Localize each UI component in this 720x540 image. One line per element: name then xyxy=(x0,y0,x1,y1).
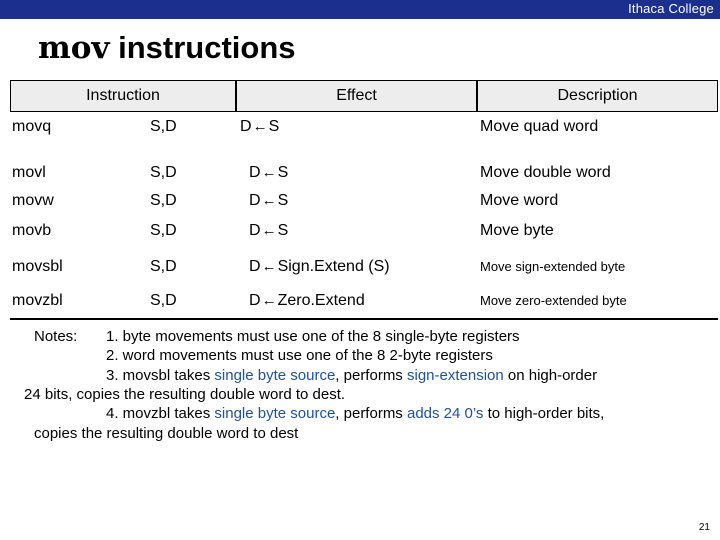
row-mnemonic: movw xyxy=(12,192,54,209)
effect-dest: D xyxy=(249,258,261,275)
column-header-description-label: Description xyxy=(557,87,638,104)
row-operands: S,D xyxy=(150,118,177,135)
note-4-continuation: copies the resulting double word to dest xyxy=(34,424,299,442)
row-effect xyxy=(249,257,390,277)
row-effect xyxy=(240,117,279,137)
note-3-part-e: on high-order xyxy=(503,366,598,384)
effect-dest: D xyxy=(240,118,252,135)
row-description: Move word xyxy=(480,192,559,209)
note-2: 2. word movements must use one of the 8 2-byte registers xyxy=(106,347,493,365)
slide-title xyxy=(38,30,296,66)
effect-source: S xyxy=(277,192,289,209)
row-effect xyxy=(249,291,365,311)
note-3-continuation: 24 bits, copies the resulting double word to dest. xyxy=(24,385,346,403)
row-operands: S,D xyxy=(150,258,177,275)
left-arrow-icon: ← xyxy=(252,118,268,135)
effect-source: S xyxy=(277,222,289,239)
note-3-part-c: , performs xyxy=(335,366,407,384)
table-bottom-rule xyxy=(10,318,718,320)
note-3 xyxy=(106,366,597,385)
left-arrow-icon: ← xyxy=(261,292,277,309)
row-description: Move quad word xyxy=(480,118,599,135)
note-4-highlight-source: single byte source xyxy=(214,405,336,423)
effect-source: S xyxy=(277,164,289,181)
row-operands: S,D xyxy=(150,192,177,209)
row-operands: S,D xyxy=(150,164,177,181)
row-operands: S,D xyxy=(150,292,177,309)
note-3-highlight-source: single byte source xyxy=(214,366,336,384)
note-3-part-a: 3. movsbl takes xyxy=(106,366,215,384)
note-4-part-a: 4. movzbl takes xyxy=(106,405,215,423)
note-4-part-c: , performs xyxy=(335,405,407,423)
row-effect xyxy=(249,191,288,211)
row-description: Move double word xyxy=(480,164,611,181)
effect-dest: D xyxy=(249,164,261,181)
column-header-instruction xyxy=(11,81,235,111)
row-description: Move zero-extended byte xyxy=(480,293,627,308)
effect-source: S xyxy=(268,118,280,135)
page-number: 21 xyxy=(698,522,710,533)
left-arrow-icon: ← xyxy=(261,192,277,209)
note-3-highlight-extension: sign-extension xyxy=(406,366,504,384)
row-description: Move byte xyxy=(480,222,554,239)
effect-dest: D xyxy=(249,292,261,309)
effect-source: Zero.Extend xyxy=(277,292,365,309)
effect-dest: D xyxy=(249,192,261,209)
column-header-description xyxy=(478,81,717,111)
note-1: 1. byte movements must use one of the 8 single-byte registers xyxy=(106,328,520,345)
brand-label: Ithaca College xyxy=(628,1,714,16)
row-mnemonic: movsbl xyxy=(12,258,63,275)
title-text: instructions xyxy=(118,30,296,65)
row-mnemonic: movq xyxy=(12,118,52,135)
row-mnemonic: movzbl xyxy=(12,292,63,309)
title-mnemonic: mov xyxy=(38,30,110,66)
column-header-effect-label: Effect xyxy=(336,87,377,104)
left-arrow-icon: ← xyxy=(261,164,277,181)
row-effect xyxy=(249,221,288,241)
effect-dest: D xyxy=(249,222,261,239)
row-mnemonic: movb xyxy=(12,222,52,239)
left-arrow-icon: ← xyxy=(261,258,277,275)
left-arrow-icon: ← xyxy=(261,222,277,239)
notes-label: Notes: xyxy=(34,328,78,345)
note-4-highlight-adds: adds 24 0’s xyxy=(406,405,484,423)
row-operands: S,D xyxy=(150,222,177,239)
top-banner xyxy=(0,0,720,19)
row-description: Move sign-extended byte xyxy=(480,259,626,274)
row-effect xyxy=(249,163,288,183)
row-mnemonic: movl xyxy=(12,164,46,181)
note-4-part-e: to high-order bits, xyxy=(483,405,605,423)
effect-source: Sign.Extend (S) xyxy=(277,258,390,275)
column-header-effect xyxy=(237,81,476,111)
note-4 xyxy=(106,404,604,423)
column-header-instruction-label: Instruction xyxy=(86,87,160,104)
